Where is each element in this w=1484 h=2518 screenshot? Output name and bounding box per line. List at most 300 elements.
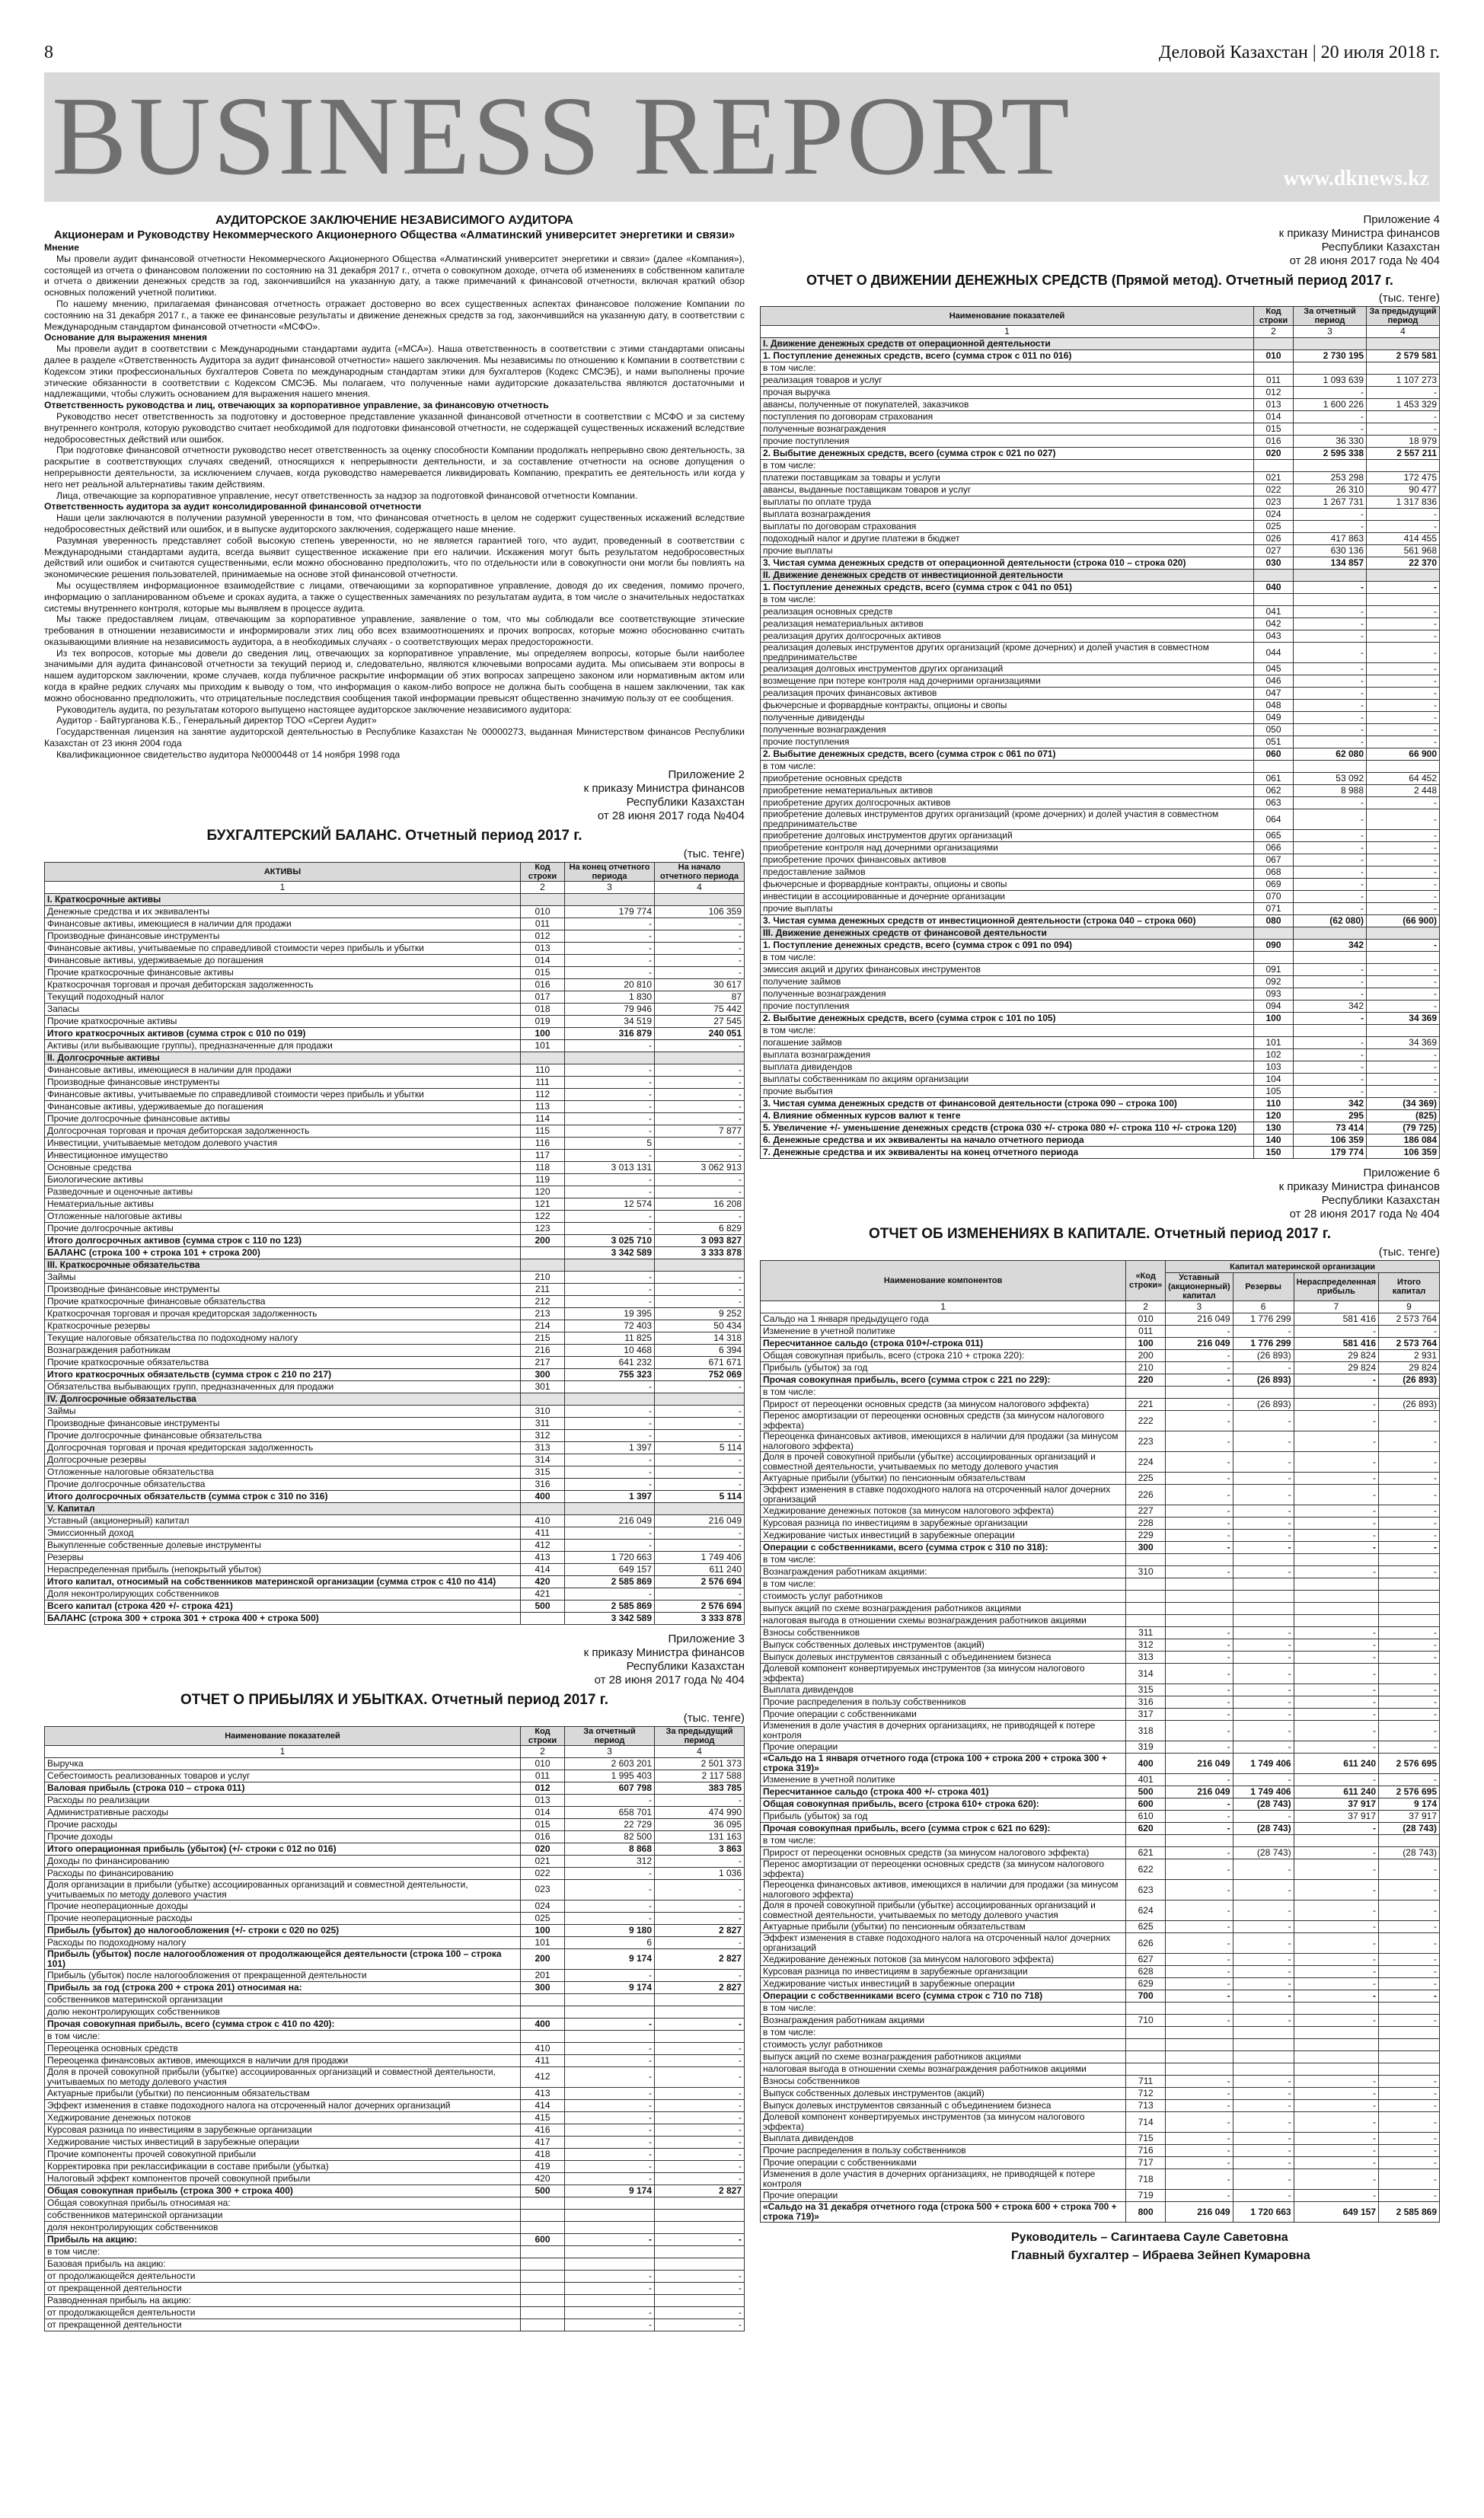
row-value: 216 049 (1166, 1786, 1233, 1798)
row-value: - (565, 1879, 655, 1900)
row-value: - (1166, 2015, 1233, 2027)
row-value: 216 049 (1166, 1338, 1233, 1350)
row-label: стоимость услуг работников (761, 2039, 1126, 2051)
row-value: - (1294, 712, 1367, 724)
row-code: 024 (521, 1900, 565, 1912)
annex-line: к приказу Министра финансов (583, 1645, 745, 1659)
row-value: 9 180 (565, 1924, 655, 1936)
row-label: прочие выплаты (761, 903, 1254, 915)
row-code (521, 1612, 565, 1624)
row-value: 1 995 403 (565, 1770, 655, 1782)
table-row (761, 2051, 1440, 2063)
row-value (1379, 2003, 1440, 2015)
row-value: 2 585 869 (565, 1600, 655, 1612)
row-code (521, 1052, 565, 1064)
row-value (655, 2209, 745, 2221)
row-value: - (1294, 1978, 1378, 1990)
row-value: 611 240 (1294, 1754, 1378, 1774)
row-value (1379, 1603, 1440, 1615)
row-code: 150 (1254, 1147, 1294, 1159)
row-value: 29 824 (1379, 1362, 1440, 1374)
row-label: «Сальдо на 1 января отчетного года (строка 100 + строка 200 + строка 300 + строка 319)» (761, 1754, 1126, 1774)
table-row (45, 2221, 745, 2233)
equity-section (760, 1166, 1440, 2265)
table-row (45, 2245, 745, 2258)
row-value: - (1294, 387, 1367, 399)
row-label: Финансовые активы, учитываемые по справедливой стоимости через прибыль и убытки (45, 1088, 521, 1100)
row-label: Биологические активы (45, 1173, 521, 1186)
table-row (761, 915, 1440, 927)
row-value: 106 359 (655, 905, 745, 918)
annex-line: от 28 июня 2017 года № 404 (1289, 254, 1440, 267)
table-row (761, 663, 1440, 675)
row-code (1254, 362, 1294, 375)
row-value: - (1166, 1709, 1233, 1721)
row-value: - (1294, 1652, 1378, 1664)
row-value: 312 (565, 1855, 655, 1867)
row-value: - (565, 1912, 655, 1924)
annex-line: Республики Казахстан (626, 795, 745, 809)
row-value: 134 857 (1294, 557, 1367, 570)
row-code: 102 (1254, 1049, 1294, 1061)
row-code: 050 (1254, 724, 1294, 736)
unit-label: (тыс. тенге) (1378, 1246, 1440, 1259)
row-value: 2 579 581 (1367, 350, 1440, 362)
row-label: Итого краткосрочных активов (сумма строк с 010 по 019) (45, 1027, 521, 1039)
row-value: - (1166, 1921, 1233, 1933)
row-value: 172 475 (1367, 472, 1440, 484)
table-row (761, 545, 1440, 557)
row-value: - (1233, 1990, 1294, 2003)
row-value: - (1166, 1473, 1233, 1485)
row-value: 3 093 827 (655, 1234, 745, 1246)
table-row (761, 1374, 1440, 1387)
row-label: Прочие операции с собственниками (761, 1709, 1126, 1721)
row-value: - (1294, 724, 1367, 736)
row-value: 1 600 226 (1294, 399, 1367, 411)
table-row (761, 797, 1440, 809)
column-number: 1 (761, 326, 1254, 338)
row-value: 2 576 694 (655, 1600, 745, 1612)
row-code: 043 (1254, 630, 1294, 643)
row-code: 411 (521, 2054, 565, 2066)
row-value: 216 049 (655, 1514, 745, 1527)
row-value: 3 025 710 (565, 1234, 655, 1246)
row-value (1367, 460, 1440, 472)
row-value: - (1166, 1326, 1233, 1338)
row-code: 093 (1254, 988, 1294, 1000)
row-value: - (1367, 964, 1440, 976)
table-row (45, 1539, 745, 1551)
row-label: Операции с собственниками всего (сумма строк с 710 по 718) (761, 1990, 1126, 2003)
row-code: 120 (1254, 1110, 1294, 1122)
annex-line: Республики Казахстан (626, 1659, 745, 1673)
row-code: 123 (521, 1222, 565, 1234)
column-header: На начало отчетного периода (655, 862, 745, 881)
table-row (761, 1578, 1440, 1591)
row-value: - (1294, 1847, 1378, 1859)
row-code: 416 (521, 2124, 565, 2136)
row-value: - (1294, 1900, 1378, 1921)
row-label: Хеджирование чистых инвестиций в зарубежные операции (761, 1978, 1126, 1990)
row-label: полученные дивиденды (761, 712, 1254, 724)
row-value: 630 136 (1294, 545, 1367, 557)
row-value: 417 863 (1294, 533, 1367, 545)
row-value: 216 049 (1166, 1313, 1233, 1326)
row-value (1294, 1603, 1378, 1615)
table-row (761, 1000, 1440, 1013)
row-value: - (1379, 1966, 1440, 1978)
row-value: (34 369) (1367, 1098, 1440, 1110)
row-value: 9 174 (565, 1948, 655, 1969)
row-label: авансы, выданные поставщикам товаров и услуг (761, 484, 1254, 496)
row-value: - (655, 2306, 745, 2319)
row-label: Пересчитанное сальдо (строка 010+/-строка 011) (761, 1338, 1126, 1350)
row-label: Прочие краткосрочные финансовые обязательства (45, 1295, 521, 1307)
row-value: - (1367, 663, 1440, 675)
table-row (761, 748, 1440, 761)
row-code: 411 (521, 1527, 565, 1539)
column-header: Наименование компонентов (761, 1261, 1126, 1301)
row-code: 100 (1254, 1013, 1294, 1025)
row-value: - (1166, 2145, 1233, 2157)
table-row (45, 1843, 745, 1855)
row-value: - (1166, 1374, 1233, 1387)
row-value (565, 2245, 655, 2258)
paragraph: Мы также предоставляем лицам, отвечающим за корпоративное управление, заявление о том, что мы соблюдали все соответствующие этические требования в отношении независимости и информировали этих лиц обо всех взаимоотношениях и прочих вопросах, которые можно обоснованно считать оказывающими влияние на независимость аудитора, а в необходимых случаях - о соответствующих мерах предосторожности. (44, 614, 745, 647)
row-label: III. Краткосрочные обязательства (45, 1259, 521, 1271)
table-row (45, 2185, 745, 2197)
row-value: 62 080 (1294, 748, 1367, 761)
row-value: - (1294, 1485, 1378, 1505)
row-label: Доля в прочей совокупной прибыли (убытке) ассоциированных организаций и совместной деятельности, учитываемых по методу долевого участия (45, 2066, 521, 2087)
row-value: - (655, 1405, 745, 1417)
table-row (761, 1542, 1440, 1554)
row-code (521, 2197, 565, 2209)
row-value: - (1379, 1721, 1440, 1741)
table-row (45, 966, 745, 978)
table-row (45, 1490, 745, 1502)
row-label: Хеджирование чистых инвестиций в зарубежные операции (761, 1530, 1126, 1542)
table-row (45, 1900, 745, 1912)
row-label: Прочая совокупная прибыль, всего (сумма строк с 621 по 629): (761, 1823, 1126, 1835)
row-code: 800 (1126, 2202, 1166, 2223)
row-value: - (1233, 1518, 1294, 1530)
row-value: - (565, 1186, 655, 1198)
row-value: - (565, 2054, 655, 2066)
row-value: - (1233, 1530, 1294, 1542)
row-value: 216 049 (1166, 1754, 1233, 1774)
row-label: в том числе: (761, 1025, 1254, 1037)
row-value: - (1294, 688, 1367, 700)
row-code: 417 (521, 2136, 565, 2148)
table-row (45, 2124, 745, 2136)
row-value: - (565, 1222, 655, 1234)
row-value (1294, 594, 1367, 606)
table-row (45, 1466, 745, 1478)
row-code (521, 2030, 565, 2042)
row-code: 101 (1254, 1037, 1294, 1049)
row-value: 216 049 (1166, 2202, 1233, 2223)
row-code: 315 (521, 1466, 565, 1478)
row-label: 3. Чистая сумма денежных средств от инвестиционной деятельности (строка 040 – строка 060) (761, 915, 1254, 927)
table-row (761, 460, 1440, 472)
row-value: - (565, 1100, 655, 1112)
row-value: - (1166, 1696, 1233, 1709)
row-code: 229 (1126, 1530, 1166, 1542)
table-row (45, 2148, 745, 2160)
row-value: - (1379, 1990, 1440, 2003)
row-value: - (565, 1539, 655, 1551)
row-value: (26 893) (1233, 1374, 1294, 1387)
row-code: 092 (1254, 976, 1294, 988)
row-value: - (1233, 2015, 1294, 2027)
row-code: 010 (521, 905, 565, 918)
row-code: 316 (521, 1478, 565, 1490)
row-value: - (1294, 976, 1367, 988)
table-row (761, 2003, 1440, 2015)
column-number: 6 (1233, 1301, 1294, 1313)
row-value: - (1379, 1664, 1440, 1684)
row-value: (26 893) (1233, 1399, 1294, 1411)
row-code: 401 (1126, 1774, 1166, 1786)
table-row (45, 1332, 745, 1344)
row-code (521, 1502, 565, 1514)
row-value: - (1294, 1823, 1378, 1835)
row-value: 2 576 694 (655, 1575, 745, 1588)
row-value: - (655, 930, 745, 942)
row-value: - (1166, 1566, 1233, 1578)
row-code: 319 (1126, 1741, 1166, 1754)
row-label: Прочие распределения в пользу собственников (761, 1696, 1126, 1709)
row-value: - (565, 1295, 655, 1307)
table-row (761, 976, 1440, 988)
row-value: 16 208 (655, 1198, 745, 1210)
row-label: Себестоимость реализованных товаров и услуг (45, 1770, 521, 1782)
row-value: 2 576 695 (1379, 1754, 1440, 1774)
row-value: 26 310 (1294, 484, 1367, 496)
row-value: - (1294, 2100, 1378, 2112)
row-value: - (655, 2087, 745, 2099)
row-value: - (1367, 643, 1440, 663)
annex-line: к приказу Министра финансов (1278, 1180, 1440, 1193)
row-label: Уставный (акционерный) капитал (45, 1514, 521, 1527)
row-value: 5 114 (655, 1441, 745, 1454)
row-value: - (1294, 582, 1367, 594)
row-label: Хеджирование денежных потоков (за минусом налогового эффекта) (761, 1505, 1126, 1518)
row-value: - (1233, 2190, 1294, 2202)
table-row (45, 930, 745, 942)
row-code: 045 (1254, 663, 1294, 675)
row-label: Краткосрочная торговая и прочая кредиторская задолженность (45, 1307, 521, 1320)
row-value: - (1166, 1966, 1233, 1978)
auditor-report (44, 213, 745, 761)
row-label: реализация долевых инструментов других организаций (кроме дочерних) и долей участия в совместном предпринимательстве (761, 643, 1254, 663)
table-row (45, 1283, 745, 1295)
row-value (655, 2197, 745, 2209)
row-label: Итого долгосрочных обязательств (сумма строк с 310 по 316) (45, 1490, 521, 1502)
row-value: - (565, 1429, 655, 1441)
row-label: от продолжающейся деятельности (45, 2306, 521, 2319)
paragraph: Квалификационное свидетельство аудитора №0000448 от 14 ноября 1998 года (56, 748, 401, 760)
row-label: Итого капитал, относимый на собственников материнской организации (сумма строк с 410 по 414) (45, 1575, 521, 1588)
row-value: - (565, 1417, 655, 1429)
row-value: - (565, 1454, 655, 1466)
row-label: прочие поступления (761, 736, 1254, 748)
row-value (1294, 927, 1367, 940)
row-label: Прочие операции (761, 2190, 1126, 2202)
table-row (761, 2202, 1440, 2223)
row-value (1166, 2039, 1233, 2051)
row-value (1294, 2051, 1378, 2063)
annex-note (44, 1632, 745, 1687)
row-label: Долгосрочные резервы (45, 1454, 521, 1466)
table-row (761, 1652, 1440, 1664)
table-row (761, 557, 1440, 570)
row-label: реализация прочих финансовых активов (761, 688, 1254, 700)
row-label: Выпуск собственных долевых инструментов (акций) (761, 2088, 1126, 2100)
row-value (655, 1993, 745, 2006)
row-label: возмещение при потере контроля над дочерними организациями (761, 675, 1254, 688)
row-code: 091 (1254, 964, 1294, 976)
row-code (1126, 1554, 1166, 1566)
row-value: - (655, 1539, 745, 1551)
row-value: - (565, 1283, 655, 1295)
row-value: 6 394 (655, 1344, 745, 1356)
row-value: - (1294, 1374, 1378, 1387)
row-code (1254, 1025, 1294, 1037)
table-row (761, 2190, 1440, 2202)
table-row (45, 2099, 745, 2111)
table-row (45, 1757, 745, 1770)
row-code: 600 (1126, 1798, 1166, 1811)
row-value: - (1166, 1823, 1233, 1835)
table-row (761, 1411, 1440, 1431)
row-code: 011 (521, 1770, 565, 1782)
row-code (1254, 570, 1294, 582)
table-row (45, 1782, 745, 1794)
row-code: 610 (1126, 1811, 1166, 1823)
row-value: 186 084 (1367, 1135, 1440, 1147)
row-value: 87 (655, 991, 745, 1003)
row-value: 2 595 338 (1294, 448, 1367, 460)
table-row (761, 448, 1440, 460)
row-label: Переоценка финансовых активов, имеющихся в наличии для продажи (за минусом налогового эффекта) (761, 1880, 1126, 1900)
row-label: V. Капитал (45, 1502, 521, 1514)
row-code (1126, 1591, 1166, 1603)
row-value: 342 (1294, 940, 1367, 952)
row-value: 2 117 588 (655, 1770, 745, 1782)
row-label: Общая совокупная прибыль относимая на: (45, 2197, 521, 2209)
row-value: - (1233, 1774, 1294, 1786)
table-row (45, 1478, 745, 1490)
row-value: - (1379, 1921, 1440, 1933)
row-value: - (1294, 1061, 1367, 1074)
row-label: Хеджирование денежных потоков (за минусом налогового эффекта) (761, 1954, 1126, 1966)
row-code: 030 (1254, 557, 1294, 570)
row-code: 624 (1126, 1900, 1166, 1921)
row-code: 415 (521, 2111, 565, 2124)
row-value: (26 893) (1379, 1374, 1440, 1387)
row-label: полученные вознаграждения (761, 423, 1254, 436)
row-value: (28 743) (1379, 1847, 1440, 1859)
row-value: - (1166, 1505, 1233, 1518)
row-label: Основные средства (45, 1161, 521, 1173)
row-value: - (655, 1210, 745, 1222)
table-row (45, 2042, 745, 2054)
row-value: - (1294, 1696, 1378, 1709)
row-value: - (1294, 606, 1367, 618)
row-value: - (565, 2099, 655, 2111)
row-value: 12 574 (565, 1198, 655, 1210)
row-value: - (1233, 1542, 1294, 1554)
row-label: Прирост от переоценки основных средств (за минусом налогового эффекта) (761, 1847, 1126, 1859)
row-value: - (1367, 903, 1440, 915)
row-code: 300 (1126, 1542, 1166, 1554)
row-value: 216 049 (565, 1514, 655, 1527)
row-label: в том числе: (761, 1835, 1126, 1847)
row-code: 215 (521, 1332, 565, 1344)
row-label: Прибыль на акцию: (45, 2233, 521, 2245)
row-value (1166, 1835, 1233, 1847)
row-value: - (1233, 1362, 1294, 1374)
row-value: 34 369 (1367, 1037, 1440, 1049)
row-label: приобретение прочих финансовых активов (761, 854, 1254, 866)
row-value: 611 240 (655, 1563, 745, 1575)
row-label: подоходный налог и другие платежи в бюджет (761, 533, 1254, 545)
row-code: 223 (1126, 1431, 1166, 1452)
row-label: в том числе: (761, 460, 1254, 472)
row-label: в том числе: (761, 952, 1254, 964)
row-value (1233, 2039, 1294, 2051)
row-value (1294, 1554, 1378, 1566)
row-label: Долгосрочная торговая и прочая кредиторская задолженность (45, 1441, 521, 1454)
row-value: - (1294, 618, 1367, 630)
row-code: 312 (521, 1429, 565, 1441)
row-value: - (1294, 1326, 1378, 1338)
row-label: Эмиссионный доход (45, 1527, 521, 1539)
table-row (45, 1924, 745, 1936)
row-code: 016 (521, 978, 565, 991)
row-label: приобретение основных средств (761, 773, 1254, 785)
table-row (761, 1037, 1440, 1049)
row-value: 2 585 869 (1379, 2202, 1440, 2223)
row-label: Прочие операции (761, 1741, 1126, 1754)
right-column (760, 213, 1440, 2265)
row-value: - (1367, 688, 1440, 700)
row-label: фьючерсные и форвардные контракты, опционы и свопы (761, 700, 1254, 712)
column-header: Код строки (521, 862, 565, 881)
row-label: налоговая выгода в отношении схемы вознаграждения работников акциями (761, 1615, 1126, 1627)
row-value: - (1294, 964, 1367, 976)
row-code: 110 (1254, 1098, 1294, 1110)
column-header: Код строки (521, 1726, 565, 1745)
row-value: - (1367, 618, 1440, 630)
row-value: - (1233, 1696, 1294, 1709)
row-label: Выплата дивидендов (761, 1684, 1126, 1696)
table-row (45, 1429, 745, 1441)
row-code: 013 (1254, 399, 1294, 411)
row-label: Вознаграждения работникам акциями (761, 2015, 1126, 2027)
row-code (521, 1393, 565, 1405)
row-value: - (1294, 1074, 1367, 1086)
annex-line: Республики Казахстан (1321, 241, 1440, 254)
table-row (761, 988, 1440, 1000)
row-value: - (1379, 1859, 1440, 1880)
row-value: 641 232 (565, 1356, 655, 1368)
table-row (761, 570, 1440, 582)
row-code: 025 (1254, 521, 1294, 533)
